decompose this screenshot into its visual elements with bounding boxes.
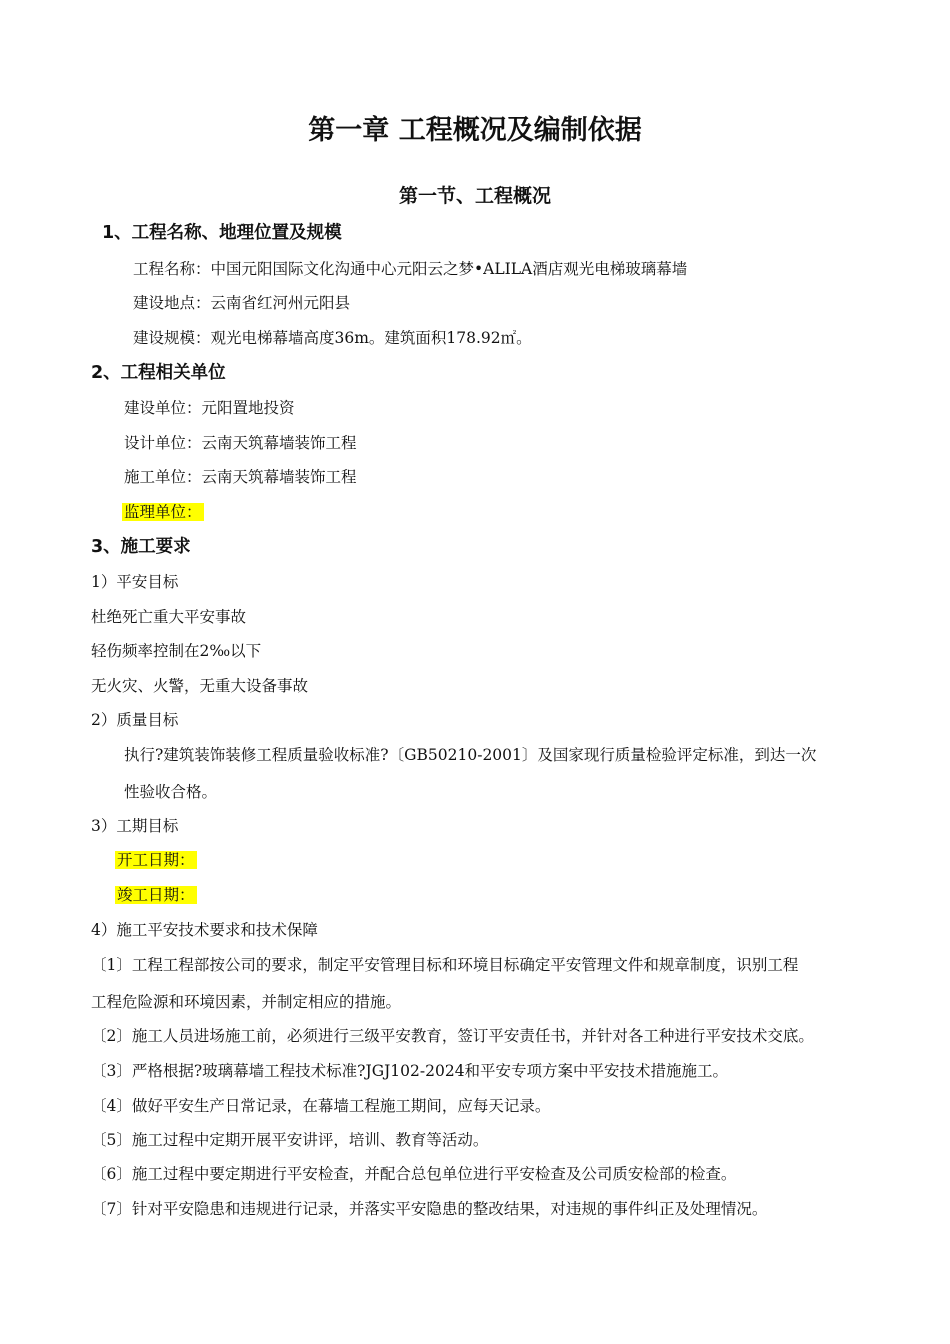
quality-goal-line-1: 执行?建筑装饰装修工程质量验收标准?〔GB50210-2001〕及国家现行质量检验评定标准，到达一次 — [124, 746, 817, 764]
end-date-label: 竣工日期： — [117, 886, 195, 904]
tech-item-7: 〔7〕针对平安隐患和违规进行记录，并落实平安隐患的整改结果，对违规的事件纠正及处理情况。 — [91, 1200, 768, 1218]
tech-item-4: 〔4〕做好平安生产日常记录，在幕墙工程施工期间，应每天记录。 — [91, 1097, 551, 1115]
project-location: 建设地点：云南省红河州元阳县 — [133, 294, 351, 312]
heading-construction-requirements: 3、施工要求 — [91, 537, 191, 557]
safety-goal-1: 杜绝死亡重大平安事故 — [91, 608, 247, 626]
project-scale: 建设规模：观光电梯幕墙高度36m。建筑面积178.92㎡。 — [133, 329, 532, 347]
tech-item-3: 〔3〕严格根据?玻璃幕墙工程技术标准?JGJ102-2024和平安专项方案中平安技术措施施工。 — [91, 1062, 729, 1080]
supervision-unit — [122, 502, 204, 522]
heading-related-units: 2、工程相关单位 — [91, 363, 226, 383]
start-date-label: 开工日期： — [117, 851, 195, 869]
tech-requirements-title: 4）施工平安技术要求和技术保障 — [91, 921, 318, 939]
quality-goal-line-2: 性验收合格。 — [124, 783, 218, 801]
construction-unit: 施工单位：云南天筑幕墙装饰工程 — [124, 468, 357, 486]
safety-goal-3: 无火灾、火警，无重大设备事故 — [91, 677, 309, 695]
schedule-goal-title: 3）工期目标 — [91, 817, 179, 835]
tech-item-6: 〔6〕施工过程中要定期进行平安检查，并配合总包单位进行平安检查及公司质安检部的检查。 — [91, 1165, 737, 1183]
tech-item-1-line-2: 工程危险源和环境因素，并制定相应的措施。 — [91, 993, 402, 1011]
tech-item-1-line-1: 〔1〕工程工程部按公司的要求，制定平安管理目标和环境目标确定平安管理文件和规章制度，识别工程 — [91, 956, 799, 974]
safety-goal-2: 轻伤频率控制在2‰以下 — [91, 642, 262, 660]
project-name: 工程名称：中国元阳国际文化沟通中心元阳云之梦•ALILA酒店观光电梯玻璃幕墙 — [133, 260, 688, 278]
supervision-unit-label: 监理单位： — [124, 503, 202, 521]
start-date — [115, 850, 197, 870]
safety-goal-title: 1）平安目标 — [91, 573, 179, 591]
chapter-title: 第一章 工程概况及编制依据 — [308, 115, 642, 146]
owner-unit: 建设单位：元阳置地投资 — [124, 399, 295, 417]
section-title: 第一节、工程概况 — [398, 185, 551, 207]
tech-item-2: 〔2〕施工人员进场施工前，必须进行三级平安教育，签订平安责任书，并针对各工种进行平安技术交底。 — [91, 1027, 814, 1045]
quality-goal-title: 2）质量目标 — [91, 711, 179, 729]
heading-project-name-location: 1、工程名称、地理位置及规模 — [102, 223, 342, 243]
end-date — [115, 885, 197, 905]
tech-item-5: 〔5〕施工过程中定期开展平安讲评，培训、教育等活动。 — [91, 1131, 489, 1149]
design-unit: 设计单位：云南天筑幕墙装饰工程 — [124, 434, 357, 452]
